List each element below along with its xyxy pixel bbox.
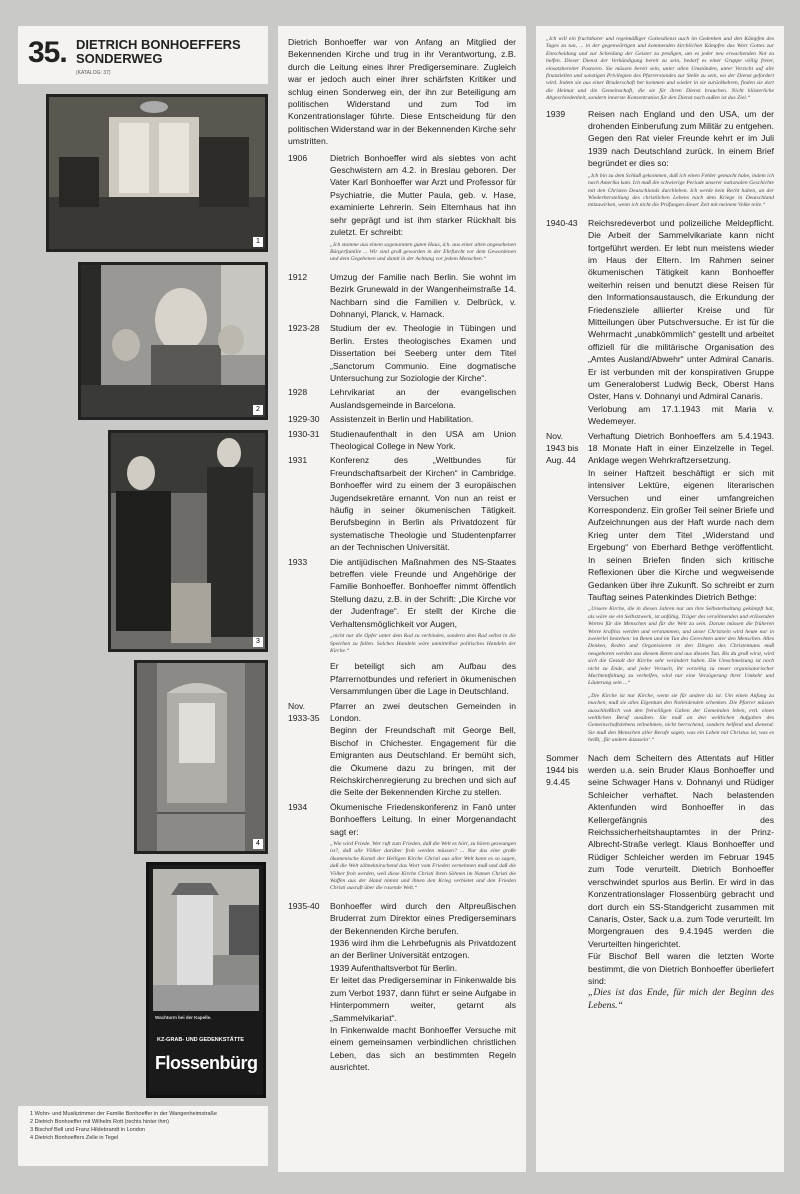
timeline-entry xyxy=(288,386,516,411)
entry-year: Sommer xyxy=(546,752,579,763)
timeline-entry xyxy=(288,322,516,384)
entry-text: Pfarrer an zwei deutschen Gemeinden in London. xyxy=(330,700,516,723)
timeline-entry xyxy=(288,801,516,898)
catalog-reference: (KATALOG: 37) xyxy=(76,70,111,76)
photo-bonhoeffer-car xyxy=(78,262,268,420)
entry-quote: „Ich will ein fruchtbarer und regelmäßiger Gottesdienst auch im Gedenken und den Kämpfen des Tages zu tun, ... in der gegenwärtigen und kommenden kirchlichen Kämpfen das Wort Gottes zur Entscheidung und zur Scheidung der Geister zu predigen, um es jeder neu erwachenden Not zu helfen. Dieser Dienst der Verkündigung bereit zu sein, bedarf es einer Gruppe völlig freier, einsatzbereiter Pastoren. Sie müssen bereit sein, unter allen Umständen, unter Verzicht auf alle finanziellen und sonstigen Privilegien des Pfarrerstandes zur Stelle zu sein, wo der Dienst gefordert wird. Indem sie aus einer Bruderschaft her kommen und wieder in sie zurückkehren, finden sie dort die Heimat und die Gemeinschaft, die sie für ihren Dienst brauchen. Nicht klösterliche Abgeschiedenheit, sondern innerste Konzentration für den Dienst nach außen ist das Ziel.“ xyxy=(546,36,774,102)
entry-year: 9.4.45 xyxy=(546,777,570,788)
entry-text: Verlobung am 17.1.1943 mit Maria v. Wedemeyer. xyxy=(588,403,774,427)
caption-item: 4 Dietrich Bonhoeffers Zelle in Tegel xyxy=(30,1135,119,1141)
entry-text: 1939 Aufenthaltsverbot für Berlin. xyxy=(330,962,458,973)
entry-year: 1928 xyxy=(288,387,308,398)
car-portrait-illustration xyxy=(81,265,265,417)
entry-year: 1933-35 xyxy=(288,712,320,723)
entry-quote: „nicht nur die Opfer unter dem Rad zu verbinden, sondern dem Rad selbst in die Speichen zu fallen. Solches Handeln wäre unmittelbar politisches Handeln der Kirche.“ xyxy=(330,633,516,654)
entry-year: 1933 xyxy=(288,556,308,567)
entry-text: Für Bischof Bell waren die letzten Worte bestimmt, die von Dietrich Bonhoeffer überliefert sind: xyxy=(588,951,774,986)
entry-text: Studienaufenthalt in den USA am Union Theological College in New York. xyxy=(330,428,516,451)
timeline-entry xyxy=(288,428,516,453)
prison-cell-illustration xyxy=(137,663,265,851)
timeline-entry xyxy=(288,700,516,799)
timeline-entry xyxy=(546,108,774,215)
exhibit-number: 35. xyxy=(28,36,67,69)
caption-item: 2 Dietrich Bonhoeffer mit Wilhelm Rott (rechts hinter ihm) xyxy=(30,1119,169,1125)
watchtower-illustration xyxy=(149,865,263,1015)
entry-year: Nov. xyxy=(288,700,306,711)
entry-year: 1939 xyxy=(546,108,566,119)
timeline-entry xyxy=(288,556,516,698)
photo-number: 4 xyxy=(253,839,263,849)
caption-item: 1 Wohn- und Musikzimmer der Familie Bonhoeffer in der Wangenheimstraße xyxy=(30,1111,217,1117)
intro-paragraph: Dietrich Bonhoeffer war von Anfang an Mitglied der Bekennenden Kirche und trug in ihr Verantwortung, z.B. durch die Leitung eines ihrer Predigerseminare. Zugleich war er jedoch auch einer ihrer schärfsten Kritiker und schlug einen Sonderweg ein, der ihn zur Beteiligung am politischen Widerstand und zum Tod im Konzentrationslager führte. Diese Entscheidung für den politischen Widerstand war in der Bekennenden Kirche sehr umstritten. xyxy=(288,37,516,147)
timeline-entry xyxy=(288,271,516,321)
entry-text: Reichsredeverbot und polizeiliche Meldepflicht. Die Arbeit der Sammelvikariate kann nicht fortgeführt werden. Er lebt nun meistens wieder im Haus der Eltern. Im Rahmen seiner ökumenischen Tätigkeit kann Bonhoeffer weiterhin reisen und benutzt diese Reisen für den Informationsaustausch, die Erkundung der Friedensziele alliierter Kreise und für Mitteilungen über Putschversuche. Er ist für die Wehrmacht „unabkömmlich“ gestellt und arbeitet offiziell für die militärische Organisation des „Amtes Ausland/Abwehr“ unter Admiral Canaris. Er ist verbunden mit der konspirativen Gruppe um Generaloberst Ludwig Beck, Oberst Hans Oster, Hans v. Dohnanyi und Admiral Canaris. xyxy=(588,217,774,402)
flossenburg-poster xyxy=(146,862,266,1098)
photo-bell-hildebrandt xyxy=(108,430,268,652)
entry-text: Assistenzeit in Berlin und Habilitation. xyxy=(330,414,474,425)
exhibit-title: DIETRICH BONHOEFFERS SONDERWEG xyxy=(76,37,241,66)
timeline-entry xyxy=(288,900,516,1074)
entry-year: 1944 bis xyxy=(546,765,579,776)
poster-subtitle: KZ-GRAB- UND GEDENKSTÄTTE xyxy=(157,1037,245,1043)
entry-text: Lehrvikariat an der evangelischen Auslandsgemeinde in Barcelona. xyxy=(330,387,516,410)
entry-year: 1934 xyxy=(288,801,308,812)
photo-number: 1 xyxy=(253,237,263,247)
photo-tegel-cell xyxy=(134,660,268,854)
entry-year: 1943 bis xyxy=(546,443,579,454)
entry-text: Studium der ev. Theologie in Tübingen und Berlin. Erstes theologisches Examen und Dissertation bei Seeberg unter dem Titel „Sanctorum Communio. Eine dogmatische Untersuchung zur Soziologie der Kirche“. xyxy=(330,323,516,383)
entry-text: 1936 wird ihm die Lehrbefugnis als Privatdozent an der Berliner Universität entzogen. xyxy=(330,938,516,961)
timeline-entry xyxy=(288,454,516,553)
entry-year: Nov. xyxy=(546,430,564,441)
entry-year: 1930-31 xyxy=(288,428,320,439)
entry-text: Konferenz des „Weltbundes für Freundschaftsarbeit der Kirchen“ in Cambridge. Bonhoeffer wird zu einem der 3 europäischen Jugendsekretäre ernannt. Von nun an reist er häufig in seiner ökumenischen Tätigkeit. Berufsbeginn in Berlin als Privatdozent für systematische Theologie und Studentenpfarrer an der Technischen Universität. xyxy=(330,455,516,553)
entry-year: 1931 xyxy=(288,455,308,466)
entry-text: Beginn der Freundschaft mit George Bell, Bischof in Chichester. Engagement für die Emigranten aus Deutschland. Er bemüht sich, die Ökumene dazu zu bringen, mit der Reichskirchenregierung zu brechen und sich auf die Seite der Bekennenden Kirche zu stellen. xyxy=(330,725,516,798)
two-men-illustration xyxy=(111,433,265,649)
entry-text: Dietrich Bonhoeffer wird als siebtes von acht Geschwistern am 4.2. in Breslau geboren. Der Vater Karl Bonhoeffer war Arzt und Professor für Psychiatrie, die Mutter Paula, geb. v. Hase, examinierte Lehrerin. Sein Elternhaus hat ihn sehr geprägt und ist ihm starker Rückhalt bis zuletzt. Er schreibt: xyxy=(330,152,516,238)
timeline-entry xyxy=(546,430,774,750)
entry-text: Die antijüdischen Maßnahmen des NS-Staates betreffen viele Freunde und Angehörige der Familie Bonhoeffer. Bonhoeffer nimmt öffentlich Stellung dazu, z.B. in der Schrift: „Die Kirche vor der Judenfrage“. Er stellt der Kirche die Verhaltensmöglichkeit vor Augen, xyxy=(330,556,516,629)
entry-year: 1923-28 xyxy=(288,323,320,334)
entry-year: Aug. 44 xyxy=(546,455,576,466)
entry-year: 1940-43 xyxy=(546,217,578,228)
timeline-entry xyxy=(288,152,516,269)
photo-captions xyxy=(18,1106,268,1166)
entry-quote: „Ich stamme aus einem sogenannten guten Haus, d.h. aus einer alten angesehenen Bürgerfamilie ... Wir sind groß geworden in der Ehrfurcht vor dem Gewordenen und dem Gegebenen und damit in der Achtung vor jedem Menschen.“ xyxy=(330,241,516,263)
poster-photo-caption: Wachturm bei der Kapelle. xyxy=(155,1015,212,1020)
entry-quote: „Die Kirche ist nur Kirche, wenn sie für andere da ist. Um einen Anfang zu machen, muß sie alles Eigentum den Notleidenden schenken. Die Pfarrer müssen ausschließlich von den freiwilligen Gaben der Gemeinden leben, evtl. einen weltlichen Beruf ausüben. Sie muß an den weltlichen Aufgaben des Gemeinschaftslebens teilnehmen, nicht herrschend, sondern helfend und dienend. Sie muß den Menschen aller Berufe sagen, was ein Leben mit Christus ist, was es heißt, ‚für andere dazusein‘.“ xyxy=(588,692,774,744)
timeline-entry xyxy=(546,752,774,1013)
entry-year: 1935-40 xyxy=(288,900,320,911)
entry-text: In Finkenwalde macht Bonhoeffer Versuche mit einem gemeinsamen verbindlichen christlichen Leben, das sich an bestimmten Regeln ausrichtet. xyxy=(330,1024,516,1073)
final-quote: „Dies ist das Ende, für mich der Beginn des Lebens.“ xyxy=(588,987,774,1011)
photo-number: 2 xyxy=(253,405,263,415)
photo-number: 3 xyxy=(253,637,263,647)
entry-text: Er beteiligt sich am Aufbau des Pfarrernotbundes und referiert in ökumenischen Versammlungen über die Lage in Deutschland. xyxy=(330,661,516,697)
entry-quote: „Ich bin zu dem Schluß gekommen, daß ich einen Fehler gemacht habe, indem ich nach Amerika kam. Ich muß die schwierige Periode unserer nationalen Geschichte mit den Christen Deutschlands durchleben. Ich werde kein Recht haben, an der Wiederherstellung des christlichen Lebens nach dem Kriege in Deutschland mitzuwirken, wenn ich nicht die Prüfungen dieser Zeit mit meinem Volke teile.“ xyxy=(588,172,774,209)
poster-title: Flossenbürg xyxy=(155,1053,258,1073)
caption-item: 3 Bischof Bell und Franz Hildebrandt in London xyxy=(30,1127,145,1133)
exhibit-header xyxy=(18,26,268,84)
timeline-column-2 xyxy=(278,26,526,1172)
entry-text: Nach dem Scheitern des Attentats auf Hitler werden u.a. sein Bruder Klaus Bonhoeffer und seine Schwager Hans v. Dohnanyi und Rüdiger Schleicher verhaftet. Nach belastenden Aktenfunden wird Bonhoeffer in das Kellergefängnis des Reichssicherheitshauptamtes in der Prinz-Albrecht-Straße verlegt. Klaus Bonhoeffer und Rüdiger Schleicher werden im Februar 1945 zum Tode verurteilt. Dietrich Bonhoeffer verschwindet spurlos aus Berlin. Er wird in das Konzentrationslager Flossenbürg gebracht und dort durch ein SS-Standgericht zusammen mit Canaris, Oster, Sack u.a. zum Tode verurteilt. Im Morgengrauen des 9.4.1945 werden die Verurteilten hingerichtet. xyxy=(588,752,774,949)
entry-quote: „Wie wird Friede. Wer ruft zum Frieden, daß die Welt es hört, zu hören gezwungen ist?, daß alle Völker darüber froh werden müssen? ... Nur das eine große ökumenische Konzil der Heiligen Kirche Christi aus aller Welt kann es so sagen, daß die Welt zähneknirschend das Wort vom Frieden vernehmen muß und daß die Völker froh werden, weil diese Kirche Christi ihren Söhnen im Namen Christi die Waffen aus der Hand nimmt und ihnen den Krieg verbietet und den Frieden Christi ausruft über die rasende Welt.“ xyxy=(330,841,516,892)
entry-quote: „Unsere Kirche, die in diesen Jahren nur um ihre Selbsterhaltung gekämpft hat, als wäre sie ein Selbstzweck, ist unfähig, Träger des versöhnenden und erlösenden Wortes für die Menschen und für die Welt zu sein. Darum müssen die früheren Worte kraftlos werden und verstummen, und unser Christsein wird heute nur in zweierlei bestehen: im Beten und im Tun des Gerechten unter den Menschen. Alles Denken, Reden und Organisieren in den Dingen des Christentums muß neugeboren werden aus diesem Beten und aus diesem Tun. Bis du groß wirst, wird sich die Gestalt der Kirche sehr verändert haben. Die Umschmelzung ist noch nicht zu Ende, und jeder Versuch, ihr vorzeitig zu neuer organisatorischer Machtentfaltung zu verhelfen, wird nur eine Verzögerung ihrer Umkehr und Läuterung sein ...“ xyxy=(588,606,774,687)
timeline-entry xyxy=(546,217,774,428)
entry-text: Er leitet das Predigerseminar in Finkenwalde bis zum Verbot 1937, dann führt er seine Aufgabe in Hinterpommern weiter, getarnt als „Sammelvikariat“. xyxy=(330,975,516,1023)
entry-text: Umzug der Familie nach Berlin. Sie wohnt im Bezirk Grunewald in der Wangenheimstraße 14. Nachbarn sind die Familien v. Delbrück, v. Dohnanyi, Planck, v. Harnack. xyxy=(330,271,516,319)
entry-text: In seiner Haftzeit beschäftigt er sich mit intensiver Lektüre, eigenen literarischen Versuchen und einer umfangreichen Korrespondenz. Ein großer Teil seiner Briefe und Aufzeichnungen aus der Haft wurde nach dem Krieg unter dem Titel „Widerstand und Ergebung“ von Eberhard Bethge veröffentlicht. In seinen Briefen finden sich kritische Reflexionen über die Kirche und wegweisende Gedanken über ihre Zukunft. So schreibt er zum Tauftag seines Patenkindes Dietrich Bethge: xyxy=(588,467,774,602)
entry-text: Bonhoeffer wird durch den Altpreußischen Bruderrat zum Direktor eines Predigerseminars der Bekennenden Kirche berufen. xyxy=(330,900,516,936)
entry-text: Reisen nach England und den USA, um der drohenden Einberufung zum Militär zu entgehen. Gegen den Rat vieler Freunde kehrt er im Juli 1939 nach Deutschland zurück. In einem Brief begründet er dies so: xyxy=(588,108,774,169)
timeline-column-3 xyxy=(536,26,784,1172)
entry-text: Verhaftung Dietrich Bonhoeffers am 5.4.1943. 18 Monate Haft in einer Einzelzelle in Tegel. Anklage wegen Wehrkraftzersetzung. xyxy=(588,430,774,466)
living-room-illustration xyxy=(49,97,265,249)
photo-living-room xyxy=(46,94,268,252)
entry-year: 1912 xyxy=(288,271,308,282)
timeline-entry xyxy=(288,413,516,425)
entry-year: 1906 xyxy=(288,152,308,163)
entry-year: 1929-30 xyxy=(288,414,320,425)
entry-text: Ökumenische Friedenskonferenz in Fanö unter Bonhoeffers Leitung. In einer Morgenandacht sagt er: xyxy=(330,801,516,837)
